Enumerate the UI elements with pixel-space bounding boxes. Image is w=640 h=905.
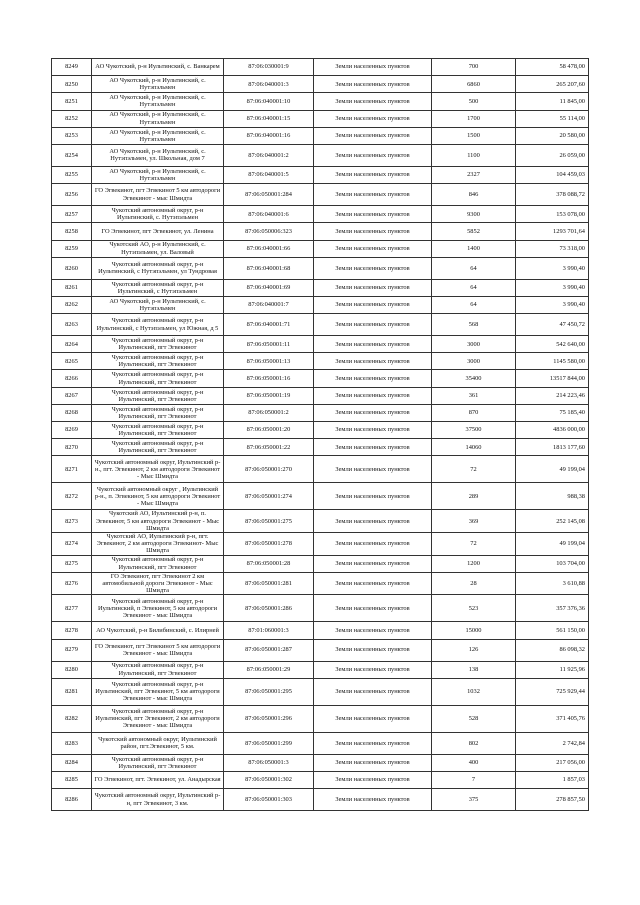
cell-area: 1500	[432, 127, 516, 144]
cell-cad: 87:06:050001:275	[224, 510, 314, 533]
cell-addr: Чукотский автономный округ, р-н Иультинский, с Нутэпэльмен, ул Тундровая	[92, 257, 224, 279]
cell-area: 700	[432, 59, 516, 76]
table-row	[52, 789, 589, 811]
cell-num: 8255	[52, 166, 92, 183]
cell-val: 58 478,00	[516, 59, 589, 76]
cell-val: 47 450,72	[516, 314, 589, 336]
cell-val: 26 059,00	[516, 144, 589, 166]
cell-num: 8256	[52, 184, 92, 206]
cell-cat: Земли населенных пунктов	[314, 223, 432, 240]
cell-cat: Земли населенных пунктов	[314, 789, 432, 811]
cell-num: 8257	[52, 206, 92, 223]
cell-addr: Чукотский автономный округ, р-н Иультинский, пгт Эгвекинот	[92, 370, 224, 387]
cell-cat: Земли населенных пунктов	[314, 754, 432, 771]
cell-area: 7	[432, 771, 516, 788]
cell-cad: 87:06:050001:286	[224, 595, 314, 622]
cell-val: 73 318,00	[516, 240, 589, 257]
table-row	[52, 456, 589, 483]
table-row	[52, 404, 589, 421]
cell-cad: 87:06:050001:2	[224, 404, 314, 421]
table-row	[52, 572, 589, 595]
cell-num: 8270	[52, 439, 92, 456]
cell-cat: Земли населенных пунктов	[314, 353, 432, 370]
cell-num: 8266	[52, 370, 92, 387]
cell-cat: Земли населенных пунктов	[314, 184, 432, 206]
table-row	[52, 622, 589, 639]
cell-num: 8269	[52, 422, 92, 439]
cell-cat: Земли населенных пунктов	[314, 296, 432, 313]
land-registry-sheet	[51, 58, 588, 811]
cell-num: 8275	[52, 555, 92, 572]
table-row	[52, 754, 589, 771]
cell-val: 378 088,72	[516, 184, 589, 206]
cell-cad: 87:06:040001:10	[224, 93, 314, 110]
table-row	[52, 732, 589, 754]
table-row	[52, 279, 589, 296]
cell-addr: Чукотский автономный округ, р-н Иультинский, пгт Эгвекинот	[92, 555, 224, 572]
cell-num: 8252	[52, 110, 92, 127]
cell-val: 75 185,40	[516, 404, 589, 421]
cell-val: 11 925,96	[516, 661, 589, 678]
cell-area: 369	[432, 510, 516, 533]
cell-num: 8253	[52, 127, 92, 144]
cell-cad: 87:06:040001:5	[224, 166, 314, 183]
cell-num: 8264	[52, 336, 92, 353]
cell-cad: 87:06:040001:2	[224, 144, 314, 166]
cell-val: 265 207,60	[516, 76, 589, 93]
cell-addr: Чукотский автономный округ, р-н Иультинский, п Эгвекинот, 5 км автодороги Эгвекинот - мыс Шмидта	[92, 595, 224, 622]
cell-val: 3 990,40	[516, 257, 589, 279]
cell-val: 49 199,04	[516, 532, 589, 555]
table-row	[52, 184, 589, 206]
table-row	[52, 771, 589, 788]
table-row	[52, 336, 589, 353]
table-row	[52, 223, 589, 240]
cell-num: 8250	[52, 76, 92, 93]
cell-cad: 87:06:050001:16	[224, 370, 314, 387]
cell-val: 1813 177,60	[516, 439, 589, 456]
cell-addr: ГО Эгвекинот, пгт Эгвекинот 5 км автодороги Эгвекинот - мыс Шмидта	[92, 639, 224, 661]
cell-cad: 87:06:050001:281	[224, 572, 314, 595]
cell-area: 375	[432, 789, 516, 811]
cell-cat: Земли населенных пунктов	[314, 314, 432, 336]
cell-num: 8278	[52, 622, 92, 639]
cell-cat: Земли населенных пунктов	[314, 483, 432, 510]
cell-area: 1200	[432, 555, 516, 572]
cell-addr: АО Чукотский, р-н Билибинский, с. Илирней	[92, 622, 224, 639]
cell-cad: 87:06:050001:13	[224, 353, 314, 370]
cell-addr: Чукотский автономный округ, Иультинский район, пгт.Эгвекинот, 5 км.	[92, 732, 224, 754]
cell-val: 103 704,00	[516, 555, 589, 572]
cell-val: 20 580,00	[516, 127, 589, 144]
cell-cad: 87:06:040001:6	[224, 206, 314, 223]
cell-val: 4836 000,00	[516, 422, 589, 439]
cell-val: 357 376,36	[516, 595, 589, 622]
table-row	[52, 555, 589, 572]
table-body	[52, 59, 589, 811]
cell-area: 64	[432, 296, 516, 313]
cell-area: 9300	[432, 206, 516, 223]
cell-addr: Чукотский автономный округ, р-н Иультинский, пгт Эгвекинот	[92, 336, 224, 353]
cell-cat: Земли населенных пунктов	[314, 257, 432, 279]
cell-addr: АО Чукотский, р-н Иультинский, с. Нутэпэльмен	[92, 76, 224, 93]
cell-cat: Земли населенных пунктов	[314, 166, 432, 183]
cell-area: 6860	[432, 76, 516, 93]
cell-cad: 87:06:050001:22	[224, 439, 314, 456]
cell-cat: Земли населенных пунктов	[314, 76, 432, 93]
cell-area: 72	[432, 532, 516, 555]
cell-cad: 87:06:050001:296	[224, 705, 314, 732]
table-row	[52, 439, 589, 456]
cell-area: 1400	[432, 240, 516, 257]
cell-cat: Земли населенных пунктов	[314, 206, 432, 223]
table-row	[52, 353, 589, 370]
cell-num: 8262	[52, 296, 92, 313]
cell-cad: 87:06:050001:11	[224, 336, 314, 353]
cell-cad: 87:06:050001:302	[224, 771, 314, 788]
cell-area: 400	[432, 754, 516, 771]
cell-cad: 87:06:050001:28	[224, 555, 314, 572]
cell-area: 500	[432, 93, 516, 110]
cell-addr: Чукотский АО, Иультинский р-н, пгт. Эгвекинот, 2 км автодороги Эгвекинот- Мыс Шмидта	[92, 532, 224, 555]
cell-num: 8284	[52, 754, 92, 771]
cell-cat: Земли населенных пунктов	[314, 678, 432, 705]
cell-cat: Земли населенных пунктов	[314, 555, 432, 572]
cell-cad: 87:06:050001:299	[224, 732, 314, 754]
cell-val: 252 145,08	[516, 510, 589, 533]
table-row	[52, 206, 589, 223]
cell-area: 5852	[432, 223, 516, 240]
cell-area: 138	[432, 661, 516, 678]
cell-cat: Земли населенных пунктов	[314, 572, 432, 595]
cell-cad: 87:06:030001:9	[224, 59, 314, 76]
table-row	[52, 661, 589, 678]
table-row	[52, 314, 589, 336]
cell-cad: 87:06:050001:284	[224, 184, 314, 206]
cell-area: 870	[432, 404, 516, 421]
cell-val: 1145 580,00	[516, 353, 589, 370]
cell-area: 528	[432, 705, 516, 732]
cell-area: 1100	[432, 144, 516, 166]
cell-val: 104 459,03	[516, 166, 589, 183]
cell-area: 35400	[432, 370, 516, 387]
cell-cat: Земли населенных пунктов	[314, 732, 432, 754]
table-row	[52, 127, 589, 144]
cell-num: 8273	[52, 510, 92, 533]
cell-cat: Земли населенных пунктов	[314, 456, 432, 483]
cell-cad: 87:06:050001:20	[224, 422, 314, 439]
cell-cat: Земли населенных пунктов	[314, 510, 432, 533]
cell-addr: АО Чукотский, р-н Иультинский, с. Нутэпэльмен, ул. Школьная, дом 7	[92, 144, 224, 166]
cell-num: 8277	[52, 595, 92, 622]
table-row	[52, 595, 589, 622]
cell-area: 846	[432, 184, 516, 206]
table-row	[52, 532, 589, 555]
land-registry-table	[51, 58, 589, 811]
cell-val: 55 114,00	[516, 110, 589, 127]
cell-addr: АО Чукотский, р-н Иультинский, с. Нутэпэльмен	[92, 166, 224, 183]
cell-addr: Чукотский автономный округ , Иультинский р-н., п. Эгвекинот, 5 км автодороги Эгвекинот - Мыс Шмидта	[92, 483, 224, 510]
cell-addr: АО Чукотский, р-н Иультинский, с. Нутэпэльмен	[92, 93, 224, 110]
cell-val: 13517 844,00	[516, 370, 589, 387]
cell-num: 8249	[52, 59, 92, 76]
cell-addr: Чукотский автономный округ, р-н Иультинский, пгт Эгвекинот	[92, 422, 224, 439]
cell-addr: ГО Эгвекинот, пгт. Эгвекинот, ул. Анадырская	[92, 771, 224, 788]
cell-cat: Земли населенных пунктов	[314, 279, 432, 296]
cell-addr: ГО Эгвекинот, пгт Эгвекинот 2 км автомобильной дороги Эгвекинот - Мыс Шмидта	[92, 572, 224, 595]
cell-val: 217 056,00	[516, 754, 589, 771]
cell-val: 1293 701,64	[516, 223, 589, 240]
cell-cad: 87:06:050001:270	[224, 456, 314, 483]
cell-cad: 87:01:060001:3	[224, 622, 314, 639]
cell-area: 3000	[432, 353, 516, 370]
cell-cad: 87:06:050006:323	[224, 223, 314, 240]
table-row	[52, 483, 589, 510]
table-row	[52, 510, 589, 533]
cell-area: 1032	[432, 678, 516, 705]
cell-addr: Чукотский АО, р-н Иультинский, с. Нутэпэльмен, ул. Валовый	[92, 240, 224, 257]
table-row	[52, 144, 589, 166]
cell-cat: Земли населенных пунктов	[314, 110, 432, 127]
cell-cad: 87:06:040001:15	[224, 110, 314, 127]
cell-addr: Чукотский АО, Иультинский р-н, п. Эгвекинот, 5 км автодороги Эгвекинот - Мыс Шмидта	[92, 510, 224, 533]
cell-num: 8274	[52, 532, 92, 555]
cell-addr: АО Чукотский, р-н Иультинский, с. Нутэпэльмен	[92, 127, 224, 144]
table-row	[52, 93, 589, 110]
cell-area: 15000	[432, 622, 516, 639]
cell-cat: Земли населенных пунктов	[314, 144, 432, 166]
cell-num: 8280	[52, 661, 92, 678]
cell-area: 72	[432, 456, 516, 483]
cell-val: 988,38	[516, 483, 589, 510]
cell-val: 561 150,00	[516, 622, 589, 639]
cell-cad: 87:06:050001:295	[224, 678, 314, 705]
cell-val: 1 857,03	[516, 771, 589, 788]
cell-addr: Чукотский автономный округ, р-н Иультинский, с Нутэпэльмен, ул Южная, д 5	[92, 314, 224, 336]
cell-cad: 87:06:050001:3	[224, 754, 314, 771]
cell-area: 14060	[432, 439, 516, 456]
cell-addr: Чукотский автономный округ, р-н Иультинский, пгт Эгвекинот	[92, 404, 224, 421]
table-row	[52, 240, 589, 257]
cell-cad: 87:06:050001:29	[224, 661, 314, 678]
cell-addr: ГО Эгвекинот, пгт Эгвекинот, ул. Ленина	[92, 223, 224, 240]
cell-area: 289	[432, 483, 516, 510]
table-row	[52, 59, 589, 76]
cell-num: 8283	[52, 732, 92, 754]
cell-num: 8285	[52, 771, 92, 788]
cell-cat: Земли населенных пунктов	[314, 771, 432, 788]
cell-cad: 87:06:040001:69	[224, 279, 314, 296]
cell-area: 523	[432, 595, 516, 622]
cell-area: 568	[432, 314, 516, 336]
cell-cat: Земли населенных пунктов	[314, 127, 432, 144]
cell-cat: Земли населенных пунктов	[314, 639, 432, 661]
cell-cat: Земли населенных пунктов	[314, 532, 432, 555]
table-row	[52, 370, 589, 387]
cell-cat: Земли населенных пунктов	[314, 370, 432, 387]
cell-val: 371 405,76	[516, 705, 589, 732]
cell-addr: Чукотский автономный округ, р-н Иультинский, пгт Эгвекинот	[92, 439, 224, 456]
table-row	[52, 296, 589, 313]
table-row	[52, 76, 589, 93]
cell-val: 214 223,46	[516, 387, 589, 404]
cell-val: 86 098,32	[516, 639, 589, 661]
table-row	[52, 422, 589, 439]
cell-addr: Чукотский автономный округ, Иультинский р-н., пгт. Эгвекинот, 2 км автодороги Эгвекинот - Мыс Шмидта	[92, 456, 224, 483]
cell-addr: Чукотский автономный округ, р-н Иультинский, с. Нутэпэльмен	[92, 206, 224, 223]
cell-num: 8286	[52, 789, 92, 811]
cell-cat: Земли населенных пунктов	[314, 387, 432, 404]
cell-cat: Земли населенных пунктов	[314, 240, 432, 257]
cell-addr: Чукотский автономный округ, р-н Иультинский, пгт Эгвекинот	[92, 754, 224, 771]
cell-num: 8259	[52, 240, 92, 257]
cell-val: 278 857,50	[516, 789, 589, 811]
cell-cad: 87:06:040001:68	[224, 257, 314, 279]
cell-cad: 87:06:050001:19	[224, 387, 314, 404]
cell-area: 37500	[432, 422, 516, 439]
cell-val: 542 640,00	[516, 336, 589, 353]
cell-addr: АО Чукотский, р-н Иультинский, с. Нутэпэльмен	[92, 110, 224, 127]
cell-cat: Земли населенных пунктов	[314, 661, 432, 678]
table-row	[52, 166, 589, 183]
table-row	[52, 678, 589, 705]
cell-cad: 87:06:050001:303	[224, 789, 314, 811]
cell-area: 802	[432, 732, 516, 754]
cell-cat: Земли населенных пунктов	[314, 93, 432, 110]
cell-cat: Земли населенных пунктов	[314, 59, 432, 76]
cell-val: 725 929,44	[516, 678, 589, 705]
cell-cad: 87:06:040001:3	[224, 76, 314, 93]
cell-cad: 87:06:050001:287	[224, 639, 314, 661]
cell-cad: 87:06:050001:274	[224, 483, 314, 510]
cell-num: 8281	[52, 678, 92, 705]
cell-val: 3 990,40	[516, 296, 589, 313]
cell-num: 8261	[52, 279, 92, 296]
cell-num: 8265	[52, 353, 92, 370]
cell-num: 8272	[52, 483, 92, 510]
cell-num: 8254	[52, 144, 92, 166]
cell-addr: Чукотский автономный округ, р-н Иультинский, пгт Эгвекинот	[92, 387, 224, 404]
cell-cat: Земли населенных пунктов	[314, 336, 432, 353]
cell-val: 3 610,88	[516, 572, 589, 595]
cell-num: 8282	[52, 705, 92, 732]
cell-area: 2327	[432, 166, 516, 183]
cell-val: 49 199,04	[516, 456, 589, 483]
table-row	[52, 705, 589, 732]
cell-val: 3 990,40	[516, 279, 589, 296]
cell-num: 8271	[52, 456, 92, 483]
cell-val: 2 742,84	[516, 732, 589, 754]
cell-addr: Чукотский автономный округ, Иультинский р-н, пгт Эгвекинот, 3 км.	[92, 789, 224, 811]
cell-addr: АО Чукотский, р-н Иультинский, с. Нутэпэльмен	[92, 296, 224, 313]
cell-area: 64	[432, 257, 516, 279]
cell-area: 126	[432, 639, 516, 661]
cell-cat: Земли населенных пунктов	[314, 404, 432, 421]
cell-area: 3000	[432, 336, 516, 353]
cell-addr: Чукотский автономный округ, р-н Иультинский, пгт Эгвекинот, 2 км автодороги Эгвекинот - мыс Шмидта	[92, 705, 224, 732]
cell-cad: 87:06:040001:16	[224, 127, 314, 144]
cell-addr: Чукотский автономный округ, р-н Иультинский, с Нутэпэльмен	[92, 279, 224, 296]
cell-area: 361	[432, 387, 516, 404]
table-row	[52, 387, 589, 404]
cell-cat: Земли населенных пунктов	[314, 622, 432, 639]
cell-addr: ГО Эгвекинот, пгт Эгвекинот 5 км автодороги Эгвекинот - мыс Шмидта	[92, 184, 224, 206]
cell-area: 1700	[432, 110, 516, 127]
cell-area: 28	[432, 572, 516, 595]
cell-num: 8276	[52, 572, 92, 595]
cell-cat: Земли населенных пунктов	[314, 595, 432, 622]
cell-cad: 87:06:040001:66	[224, 240, 314, 257]
cell-val: 153 078,00	[516, 206, 589, 223]
cell-num: 8268	[52, 404, 92, 421]
cell-area: 64	[432, 279, 516, 296]
cell-addr: Чукотский автономный округ, р-н Иультинский, пгт Эгвекинот	[92, 353, 224, 370]
table-row	[52, 257, 589, 279]
cell-num: 8258	[52, 223, 92, 240]
cell-num: 8279	[52, 639, 92, 661]
cell-cat: Земли населенных пунктов	[314, 422, 432, 439]
cell-num: 8267	[52, 387, 92, 404]
cell-cat: Земли населенных пунктов	[314, 439, 432, 456]
cell-addr: АО Чукотский, р-н Иультинский, с. Ванкарем	[92, 59, 224, 76]
cell-addr: Чукотский автономный округ, р-н Иультинский, пгт Эгвекинот	[92, 661, 224, 678]
cell-addr: Чукотский автономный округ, р-н Иультинский, пгт Эгвекинот, 5 км автодороги Эгвекинот - мыс Шмидта	[92, 678, 224, 705]
cell-num: 8251	[52, 93, 92, 110]
cell-cat: Земли населенных пунктов	[314, 705, 432, 732]
cell-cad: 87:06:050001:278	[224, 532, 314, 555]
cell-cad: 87:06:040001:7	[224, 296, 314, 313]
cell-num: 8260	[52, 257, 92, 279]
table-row	[52, 639, 589, 661]
table-row	[52, 110, 589, 127]
cell-num: 8263	[52, 314, 92, 336]
cell-cad: 87:06:040001:71	[224, 314, 314, 336]
cell-val: 11 845,00	[516, 93, 589, 110]
